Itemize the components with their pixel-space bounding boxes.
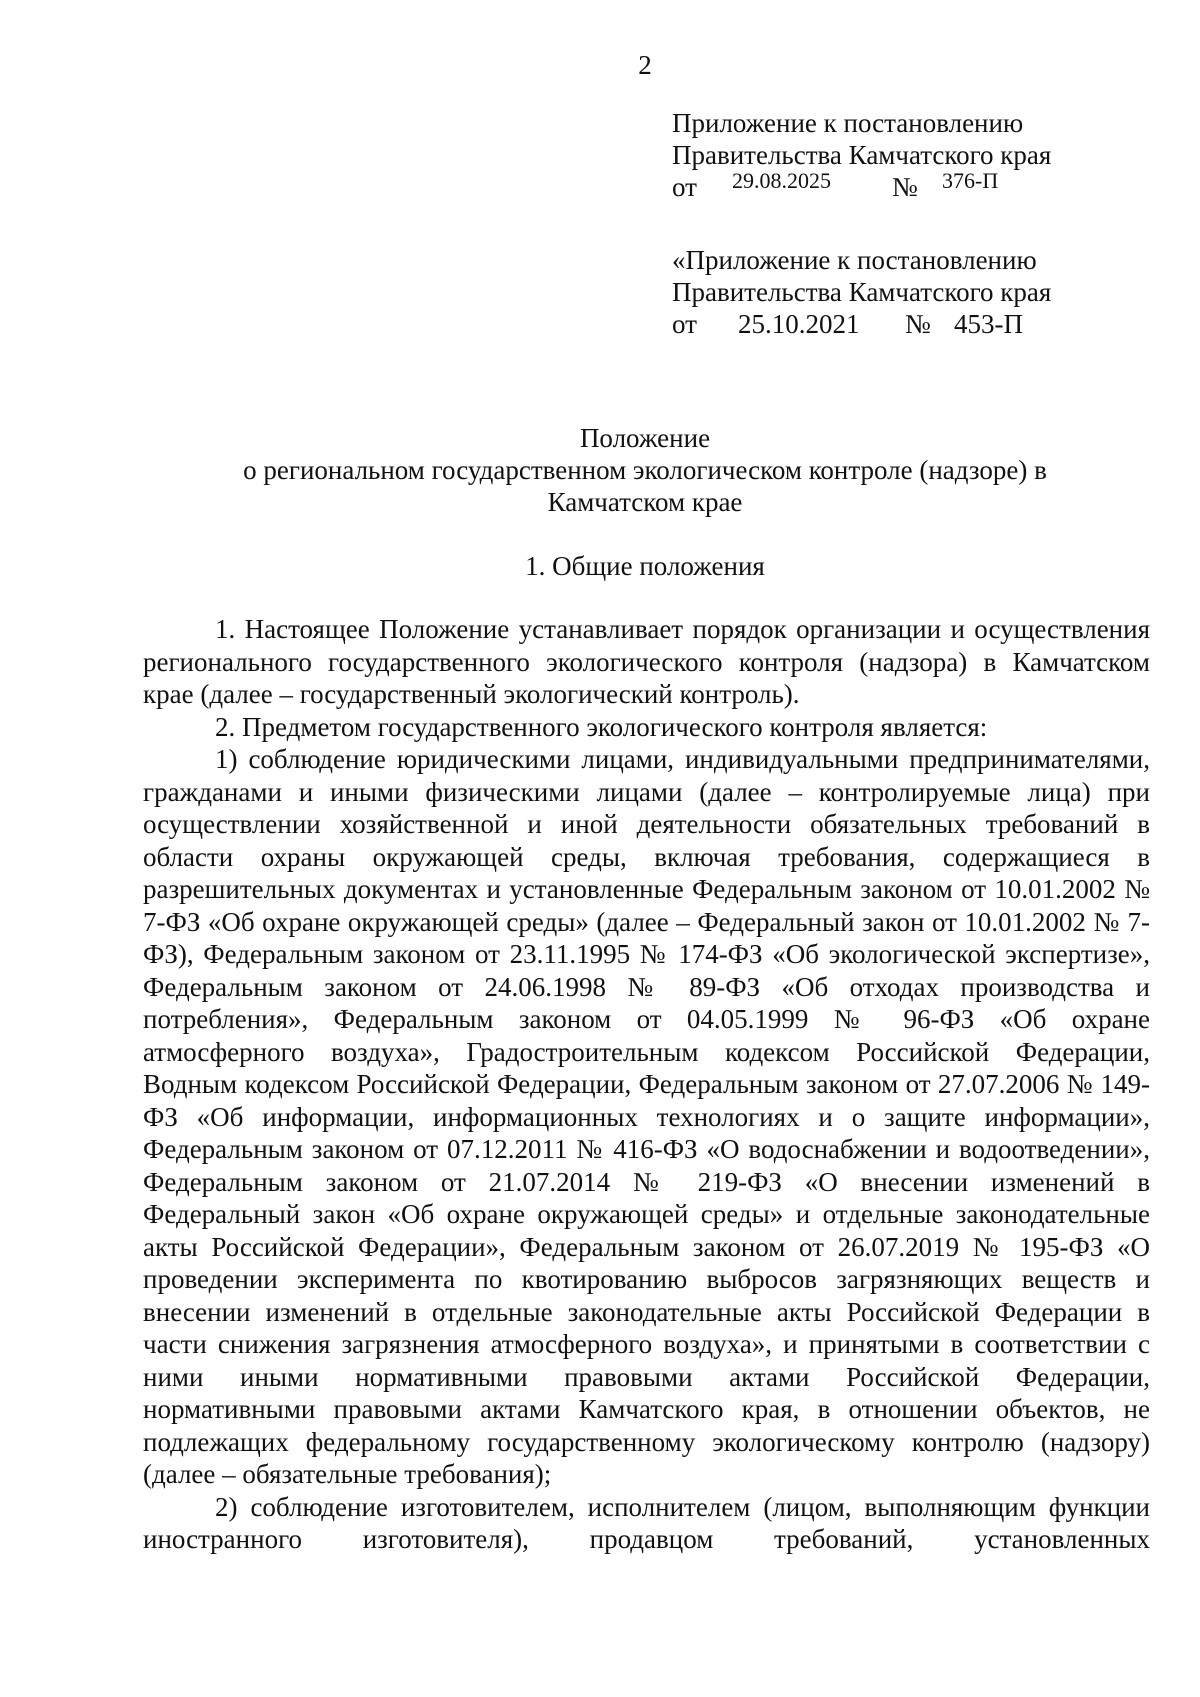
current-appendix-block bbox=[672, 107, 1051, 203]
original-appendix-number-label: № bbox=[905, 309, 931, 339]
paragraph-1: 1. Настоящее Положение устанавливает порядок организации и осуществления регионального государственного экологического контроля (надзора) в Камчатском крае (далее – государственный экологический контроль). bbox=[143, 614, 1150, 709]
title-line-2: о региональном государственном экологическом контроле (надзоре) в bbox=[243, 455, 1047, 485]
appendix-number-label: № bbox=[892, 172, 918, 202]
appendix-from-label: от bbox=[672, 172, 697, 202]
original-appendix-date: 25.10.2021 bbox=[738, 309, 860, 339]
body-text bbox=[143, 613, 1150, 1556]
original-appendix-from-label: от bbox=[672, 309, 697, 339]
original-appendix-line-1: «Приложение к постановлению bbox=[672, 245, 1037, 275]
appendix-line-2: Правительства Камчатского края bbox=[672, 140, 1052, 170]
document-title bbox=[0, 422, 1200, 518]
appendix-number: 376-П bbox=[942, 168, 999, 193]
section-heading: 1. Общие положения bbox=[525, 551, 765, 581]
original-appendix-block bbox=[672, 244, 1051, 340]
appendix-line-1: Приложение к постановлению bbox=[672, 108, 1024, 138]
title-line-3: Камчатском крае bbox=[547, 487, 743, 517]
original-appendix-number: 453-П bbox=[954, 309, 1023, 339]
paragraph-2-item-1: 1) соблюдение юридическими лицами, индивидуальными предпринимателями, гражданами и иными физическими лицами (далее – контролируемые лица) при осуществлении хозяйственной и иной деятельности обязательных требований в области охраны окружающей среды, включая требования, содержащиеся в разрешительных документах и установленные Федеральным законом от 10.01.2002 № 7-ФЗ «Об охране окружающей среды» (далее – Федеральный закон от 10.01.2002 № 7-ФЗ), Федеральным законом от 23.11.1995 № 174-ФЗ «Об экологической экспертизе», Федеральным законом от 24.06.1998 № 89-ФЗ «Об отходах производства и потребления», Федеральным законом от 04.05.1999 № 96-ФЗ «Об охране атмосферного воздуха», Градостроительным кодексом Российской Федерации, Водным кодексом Российской Федерации, Федеральным законом от 27.07.2006 № 149-ФЗ «Об информации, информационных технологиях и о защите информации», Федеральным законом от 07.12.2011 № 416-ФЗ «О водоснабжении и водоотведении», Федеральным законом от 21.07.2014 № 219-ФЗ «О внесении изменений в Федеральный закон «Об охране окружающей среды» и отдельные законодательные акты Российской Федерации», Федеральным законом от 26.07.2019 № 195-ФЗ «О проведении эксперимента по квотированию выбросов загрязняющих веществ и внесении изменений в отдельные законодательные акты Российской Федерации в части снижения загрязнения атмосферного воздуха», и принятыми в соответствии с ними иными нормативными правовыми актами Российской Федерации, нормативными правовыми актами Камчатского края, в отношении объектов, не подлежащих федеральному государственному экологическому контролю (надзору) (далее – обязательные требования); bbox=[143, 744, 1150, 1489]
appendix-date: 29.08.2025 bbox=[732, 168, 831, 193]
original-appendix-line-2: Правительства Камчатского края bbox=[672, 277, 1052, 307]
page-number: 2 bbox=[638, 50, 652, 80]
title-line-1: Положение bbox=[579, 423, 711, 453]
paragraph-2: 2. Предметом государственного экологического контроля является: bbox=[215, 711, 988, 742]
paragraph-2-item-2: 2) соблюдение изготовителем, исполнителем (лицом, выполняющим функции иностранного изготовителя), продавцом требований, установленных bbox=[143, 1491, 1150, 1554]
